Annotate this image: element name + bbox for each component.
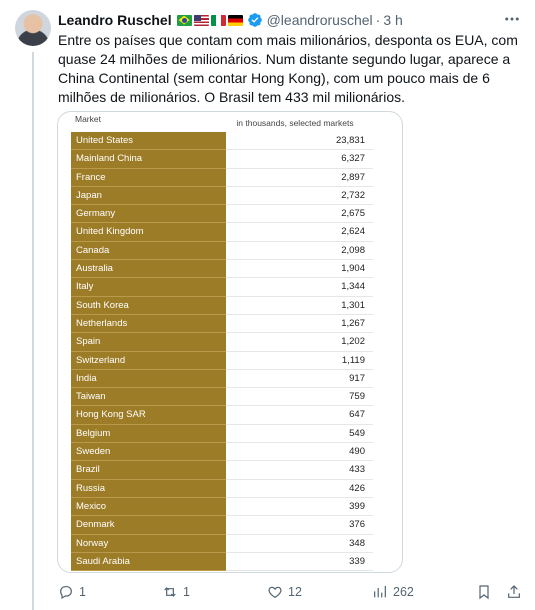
market-name: Australia xyxy=(71,260,226,278)
market-name: Switzerland xyxy=(71,352,226,370)
header-value xyxy=(225,113,365,128)
market-name: France xyxy=(71,169,226,187)
header-value-text: in thousands, selected markets xyxy=(236,118,354,128)
table-row xyxy=(71,333,373,351)
table-row xyxy=(71,242,373,260)
table-row xyxy=(71,132,373,150)
tweet-actions xyxy=(58,581,524,603)
market-name: Belgium xyxy=(71,425,226,443)
market-name: Denmark xyxy=(71,516,226,534)
table-row xyxy=(71,480,373,498)
table-row xyxy=(71,352,373,370)
bookmark-button[interactable] xyxy=(476,581,492,603)
millionaire-count: 2,098 xyxy=(226,242,373,260)
millionaire-count: 2,732 xyxy=(226,187,373,205)
millionaire-count: 23,831 xyxy=(226,132,373,150)
table-row xyxy=(71,388,373,406)
views-button[interactable] xyxy=(372,581,414,603)
table-row xyxy=(71,150,373,168)
flag-italy-icon xyxy=(211,15,226,26)
millionaire-count: 348 xyxy=(226,535,373,553)
market-name: Sweden xyxy=(71,443,226,461)
millionaire-count: 426 xyxy=(226,480,373,498)
table-row xyxy=(71,223,373,241)
market-name: Italy xyxy=(71,278,226,296)
table-body xyxy=(71,132,373,571)
millionaire-count: 399 xyxy=(226,498,373,516)
millionaire-count: 433 xyxy=(226,461,373,479)
market-name: Saudi Arabia xyxy=(71,553,226,571)
table-row xyxy=(71,553,373,571)
like-count: 12 xyxy=(288,585,302,599)
author-name[interactable]: Leandro Ruschel xyxy=(58,12,172,28)
millionaire-count: 759 xyxy=(226,388,373,406)
table-row xyxy=(71,443,373,461)
tweet-header xyxy=(58,10,521,30)
table-row xyxy=(71,297,373,315)
repost-button[interactable] xyxy=(162,581,190,603)
millionaire-count: 917 xyxy=(226,370,373,388)
market-name: Germany xyxy=(71,205,226,223)
more-icon[interactable] xyxy=(503,10,521,28)
millionaire-count: 2,675 xyxy=(226,205,373,223)
reply-count: 1 xyxy=(79,585,86,599)
avatar[interactable] xyxy=(15,10,51,46)
millionaire-count: 1,344 xyxy=(226,278,373,296)
market-name: South Korea xyxy=(71,297,226,315)
table-row xyxy=(71,535,373,553)
market-name: Norway xyxy=(71,535,226,553)
millionaire-count: 1,119 xyxy=(226,352,373,370)
media-image[interactable] xyxy=(57,111,403,573)
market-name: Russia xyxy=(71,480,226,498)
table-row xyxy=(71,187,373,205)
market-name: Netherlands xyxy=(71,315,226,333)
market-name: United Kingdom xyxy=(71,223,226,241)
table-row xyxy=(71,425,373,443)
header-market: Market xyxy=(75,114,101,124)
market-name: India xyxy=(71,370,226,388)
thread-line xyxy=(32,52,34,610)
table-row xyxy=(71,205,373,223)
table-row xyxy=(71,406,373,424)
market-name: Spain xyxy=(71,333,226,351)
millionaires-table xyxy=(71,112,373,571)
market-name: Hong Kong SAR xyxy=(71,406,226,424)
millionaire-count: 490 xyxy=(226,443,373,461)
table-row xyxy=(71,516,373,534)
millionaire-count: 2,897 xyxy=(226,169,373,187)
market-name: Mexico xyxy=(71,498,226,516)
millionaire-count: 376 xyxy=(226,516,373,534)
table-header xyxy=(71,112,373,132)
reply-icon xyxy=(58,584,74,600)
market-name: United States xyxy=(71,132,226,150)
market-name: Taiwan xyxy=(71,388,226,406)
author-handle[interactable]: @leandroruschel xyxy=(266,12,373,28)
share-icon xyxy=(506,584,522,600)
table-row xyxy=(71,315,373,333)
millionaire-count: 2,624 xyxy=(226,223,373,241)
like-button[interactable] xyxy=(267,581,302,603)
reply-button[interactable] xyxy=(58,581,86,603)
market-name: Japan xyxy=(71,187,226,205)
millionaire-count: 6,327 xyxy=(226,150,373,168)
flag-brazil-icon xyxy=(177,15,192,26)
views-icon xyxy=(372,584,388,600)
share-button[interactable] xyxy=(506,581,522,603)
market-name: Brazil xyxy=(71,461,226,479)
views-count: 262 xyxy=(393,585,414,599)
flag-germany-icon xyxy=(228,15,243,26)
verified-badge-icon[interactable] xyxy=(247,12,263,28)
table-row xyxy=(71,169,373,187)
millionaire-count: 1,202 xyxy=(226,333,373,351)
millionaire-count: 339 xyxy=(226,553,373,571)
table-row xyxy=(71,260,373,278)
market-name: Mainland China xyxy=(71,150,226,168)
table-row xyxy=(71,370,373,388)
millionaire-count: 1,301 xyxy=(226,297,373,315)
repost-icon xyxy=(162,584,178,600)
table-row xyxy=(71,498,373,516)
millionaire-count: 549 xyxy=(226,425,373,443)
repost-count: 1 xyxy=(183,585,190,599)
like-icon xyxy=(267,584,283,600)
separator: · xyxy=(375,12,381,28)
millionaire-count: 1,904 xyxy=(226,260,373,278)
table-row xyxy=(71,278,373,296)
flag-usa-icon xyxy=(194,15,209,26)
tweet-text: Entre os países que contam com mais milionários, desponta os EUA, com quase 24 milhões de milionários. Num distante segundo lugar, aparece a China Continental (sem contar Hong Kong), com um pouco mais de 6 milhões de milionários. O Brasil tem 433 mil milionários. xyxy=(58,32,518,105)
millionaire-count: 1,267 xyxy=(226,315,373,333)
bookmark-icon xyxy=(476,584,492,600)
table-row xyxy=(71,461,373,479)
millionaire-count: 647 xyxy=(226,406,373,424)
timestamp[interactable]: 3 h xyxy=(383,12,403,28)
market-name: Canada xyxy=(71,242,226,260)
